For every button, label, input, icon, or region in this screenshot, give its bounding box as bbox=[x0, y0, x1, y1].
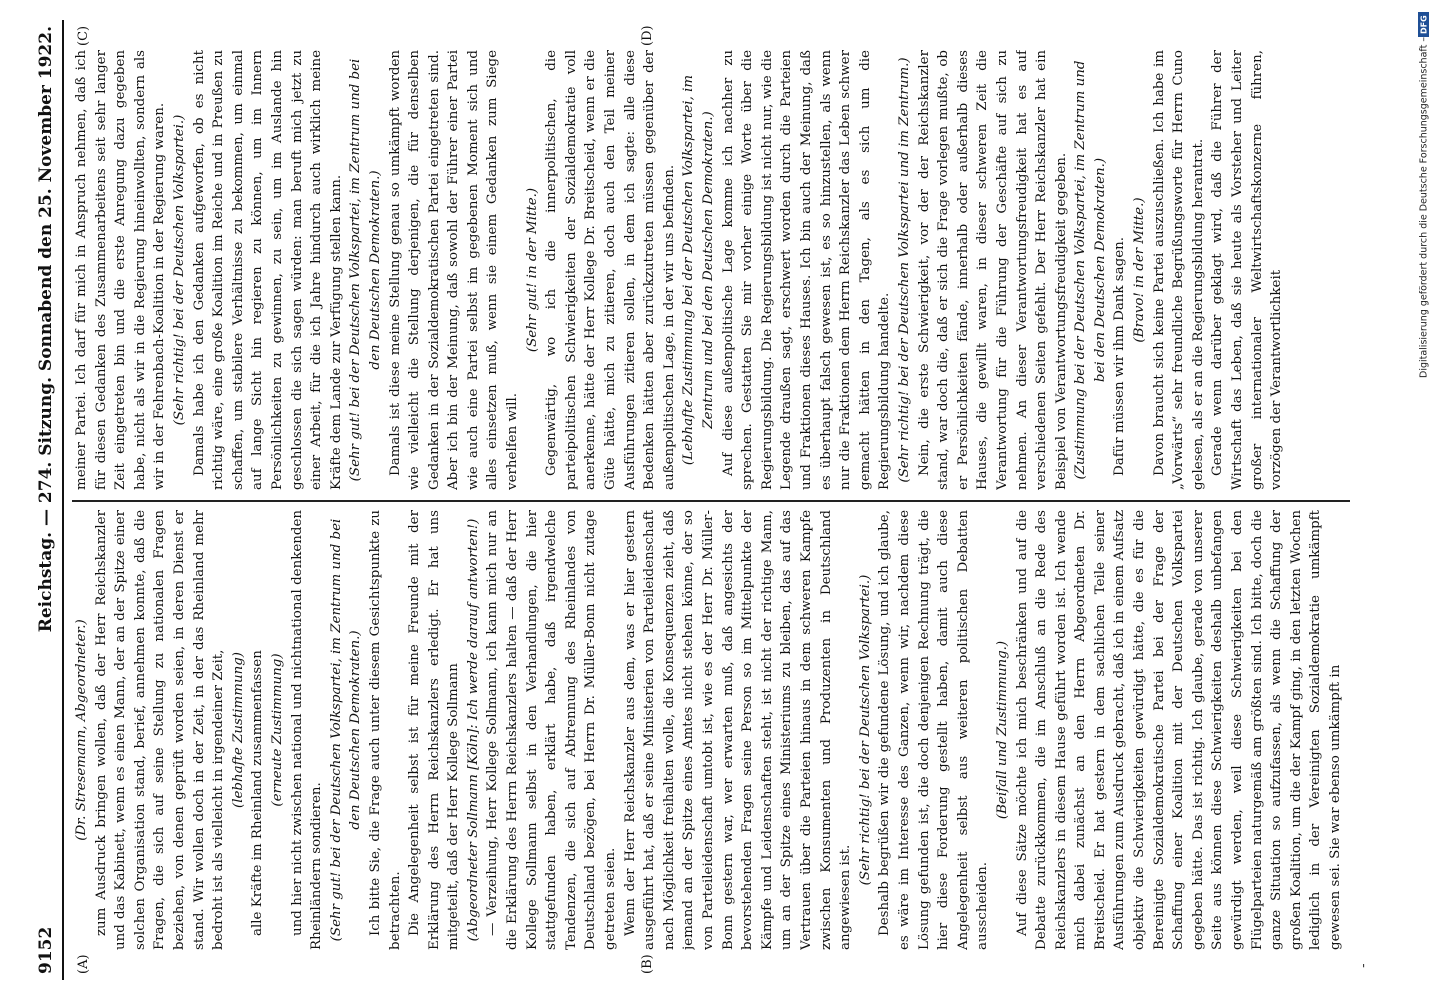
column-divider bbox=[72, 501, 1350, 503]
interjection: (Sehr gut! bei der Deutschen Volkspartei, im Zentrum und bei den Deutschen Demokraten.) bbox=[348, 58, 383, 482]
interjection: (Dr. Stresemann, Abgeordneter.) bbox=[74, 619, 89, 841]
dfg-logo: DFG bbox=[1419, 12, 1430, 37]
interjection: (erneute Zustimmung) bbox=[269, 653, 285, 807]
credit-text: Digitalisierung gefördert durch die Deutsche Forschungsgemeinschaft – bbox=[1418, 36, 1430, 378]
left-column bbox=[72, 510, 1370, 950]
paragraph: meiner Partei. Ich darf für mich in Anspruch nehmen, daß ich für diesen Gedanken des Zusammenarbeitens seit sehr langer Zeit eingetreten bin und die erste Anregung dazu gegeben habe, nicht als wir in die Regierung hineinwollten, sondern als wir in der Fehrenbach-Koalition in der Regierung waren. bbox=[74, 50, 168, 490]
margin-marker-b: (B) bbox=[640, 954, 655, 974]
paragraph: Damals habe ich den Gedanken aufgeworfen, ob es nicht richtig wäre, eine große Koalition im Reiche und in Preußen zu schaffen, um stabilere Verhältnisse zu bekommen, um einmal auf lange Sicht hin regieren zu können, um im Innern Persönlichkeiten zu gewinnen, zu sein, um im Auslande hin geschlossen die sich sagen würden: man beruft mich jetzt zu einer Arbeit, für die ich Jahre hindurch auch wirklich meine Kräfte dem Lande zur Verfügung stellen kann. bbox=[191, 50, 344, 490]
interjection: (Zustimmung bei der Deutschen Volkspartei, im Zentrum und bei den Deutschen Demokraten.) bbox=[1073, 60, 1108, 480]
interjection: (Lebhafte Zustimmung bei der Deutschen Volkspartei, im Zentrum und bei den Deutschen Demokraten.) bbox=[681, 74, 716, 466]
digitization-credit bbox=[1416, 8, 1432, 988]
interjection: (Beifall und Zustimmung.) bbox=[994, 640, 1010, 820]
interjection: (Sehr richtig! bei der Deutschen Volkspartei.) bbox=[857, 574, 873, 886]
page-number: 9152 bbox=[36, 926, 56, 974]
page-header bbox=[20, 20, 60, 980]
interjection: (Sehr gut! bei der Deutschen Volkspartei, im Zentrum und bei den Deutschen Demokraten.) bbox=[328, 518, 364, 942]
margin-marker-d: (D) bbox=[640, 25, 655, 46]
interjection: (Sehr gut! in der Mitte.) bbox=[524, 187, 540, 353]
margin-marker-a: (A) bbox=[76, 954, 91, 974]
paragraph: zum Ausdruck bringen wollen, daß der Herr Reichskanzler und das Kabinett, wenn es einen Mann, der an der Spitze einer solchen Organisation stand, berief, annehmen konnte, daß die Fragen, die sich auf seine Stellung zu nationalen Fragen beziehen, von denen geprüft worden seien, in deren Dienst er stand. Wir wollen doch in der Zeit, in der das Rheinland mehr bedroht ist als vielleicht in irgendeiner Zeit, bbox=[93, 510, 227, 950]
paragraph: Ich bitte Sie, die Frage auch unter diesem Gesichtspunkte zu betrachten. bbox=[367, 510, 403, 950]
interjection: (Bravo! in der Mitte.) bbox=[1132, 197, 1148, 343]
paragraph: Dafür müssen wir ihm Dank sagen. bbox=[1112, 236, 1128, 476]
paragraph: Auf diese Sätze möchte ich mich beschränken und auf die Debatte zurückkommen, die im Anschluß an die Rede des Reichskanzlers in diesem Hause geführt worden ist. Ich wende mich dabei zunächst an den Herrn Abgeordneten Dr. Breitscheid. Er hat gestern in dem sachlichen Teile seiner Ausführungen zum Ausdruck gebracht, daß ich in einem Aufsatz objektiv die Schwierigkeiten gewürdigt hätte, die es für die Bereinigte Sozialdemokratische Partei bei der Frage der Schaffung einer Koalition mit der Deutschen Volkspartei gegeben hätte. Das ist richtig. Ich glaube, gerade von unserer Seite aus können diese Schwierigkeiten deshalb unbefangen gewürdigt werden, weil diese Schwierigkeiten bei den Flügelparteien naturgemäß am größten sind. Ich bitte, doch die ganze Situation so aufzufassen, als wenn die Schaffung der großen Koalition, um die der Kampf ging, in den letzten Wochen lediglich in der Vereinigten Sozialdemokratie umkämpft gewesen sei. Sie war ebenso umkämpft in bbox=[1014, 510, 1343, 950]
header-rule bbox=[62, 20, 64, 980]
paragraph: Die Angelegenheit selbst ist für meine Freunde mit der Erklärung des Herrn Reichskanzlers erledigt. Er hat uns mitgeteilt, daß der Herr Kollege Sollmann bbox=[407, 510, 462, 950]
paragraph: Deshalb begrüßen wir die gefundene Lösung, und ich glaube, es wäre im Interesse des Ganzen, wenn wir, nachdem diese Lösung gefunden ist, die doch denjenigen Rechnung trägt, die hier diese Forderung gestellt haben, damit auch diese Angelegenheit selbst aus weiteren politischen Debatten ausscheiden. bbox=[877, 510, 991, 950]
interjection: (Sehr richtig! bei der Deutschen Volkspartei und im Zentrum.) bbox=[896, 57, 912, 483]
interjection: (lebhafte Zustimmung) bbox=[230, 651, 246, 809]
paragraph: Wenn der Herr Reichskanzler aus dem, was er hier gestern ausgeführt hat, daß er seine Ministerien von Parteileidenschaft nach Möglichkeit freihalten wolle, die Konsequenzen zieht, daß jemand an der Spitze eines Amtes nicht stehen könne, der so von Parteileidenschaft umtobt ist, wie es der Herr Dr. Müller-Bonn gestern war, wer erwarten muß, daß angesichts der bevorstehenden Fragen seine Person so im Mittelpunkte der Kämpfe und Leidenschaften steht, ist nicht der richtige Mann, um an der Spitze eines Ministeriums zu bleiben, das auf das Vertrauen über die Parteien hinaus in dem schweren Kampfe zwischen Konsumenten und Produzenten in Deutschland angewiesen ist. bbox=[622, 510, 854, 950]
paragraph: Damals ist diese meine Stellung genau so umkämpft worden wie vielleicht die Stellung derjenigen, die für denselben Gedanken in der Sozialdemokratischen Partei eingetreten sind. Aber ich bin der Meinung, daß sowohl der Führer einer Partei wie auch eine Partei selbst im gegebenen Moment sich und alles einsetzen muß, wenn sie einem Gedanken zum Siege verhelfen will. bbox=[387, 50, 521, 490]
right-column bbox=[72, 50, 1370, 490]
interjection: (Sehr richtig! bei der Deutschen Volkspartei.) bbox=[171, 114, 187, 426]
paragraph: Nein, die erste Schwierigkeit, vor der der Reichskanzler stand, war doch die, daß er sich die Frage vorlegen mußte, ob er Persönlichkeiten fände, innerhalb oder außerhalb dieses Hauses, die gewillt waren, in dieser schweren Zeit die Verantwortung für die Führung der Geschäfte auf sich zu nehmen. An dieser Verantwortungsfreudigkeit hat es auf verschiedenen Seiten gefehlt. Der Herr Reichskanzler hat ein Beispiel von Verantwortungsfreudigkeit gegeben. bbox=[916, 50, 1069, 490]
rotated-page-content bbox=[20, 20, 1370, 980]
paragraph: Gegenwärtig, wo ich die innerpolitischen, die parteipolitischen Schwierigkeiten der Sozialdemokratie voll anerkenne, hätte der Herr Kollege Dr. Breitscheid, wenn er die Güte hätte, mich zu zitieren, doch auch den Teil meiner Ausführungen zitieren sollen, in dem ich sagte: alle diese Bedenken hätten aber zurückzutreten müssen gegenüber der außenpolitischen Lage, in der wir uns befinden. bbox=[544, 50, 677, 490]
margin-marker-c: (C) bbox=[76, 25, 91, 46]
paragraph: Davon braucht sich keine Partei auszuschließen. Ich habe im „Vorwärts“ sehr freundliche Begrüßungsworte für Herrn Cuno gelesen, als er an die Regierungsbildung herantrat. bbox=[1151, 50, 1206, 490]
stray-mark: ' bbox=[1362, 962, 1366, 976]
paragraph: alle Kräfte im Rheinland zusammenfassen bbox=[250, 650, 266, 936]
paragraph: Gerade wenn darüber geklagt wird, daß die Führer der Wirtschaft das Leben, daß sie heute als Vorsteher und Leiter großer internationaler Weltwirtschaftskonzerne führen, vorzögen der Verantwortlichkeit bbox=[1210, 50, 1285, 490]
page-title: Reichstag. — 274. Sitzung. Sonnabend den 25. November 1922. bbox=[36, 26, 56, 633]
paragraph: Auf diese außenpolitische Lage komme ich nachher zu sprechen. Gestatten Sie mir vorher einige Worte über die Regierungsbildung. Die Regierungsbildung ist nicht nur, wie die Legende draußen sagt, erschwert worden durch die Parteien und Fraktionen dieses Hauses. Ich bin auch der Meinung, daß es überhaupt falsch gewesen ist, es so hinzustellen, als wenn nur die Fraktionen dem Herrn Reichskanzler das Leben schwer gemacht hätten in den Tagen, als es sich um die Regierungsbildung handelte. bbox=[720, 50, 893, 490]
paragraph: und hier nicht zwischen national und nichtnational denkenden Rheinländern sondieren. bbox=[289, 510, 325, 950]
paragraph: — Verzeihung, Herr Kollege Sollmann, ich kann mich nur an die Erklärung des Herrn Reichskanzlers halten — daß der Herr Kollege Sollmann selbst in den Verhandlungen, die hier stattgefunden haben, erklärt habe, daß irgendwelche Tendenzen, die sich auf Abtrennung des Rheinlandes von Deutschland bezögen, bei Herrn Dr. Müller-Bonn nicht zutage getreten seien. bbox=[485, 510, 619, 950]
interjection: (Abgeordneter Sollmann [Köln]: Ich werde darauf antworten!) bbox=[465, 518, 481, 942]
